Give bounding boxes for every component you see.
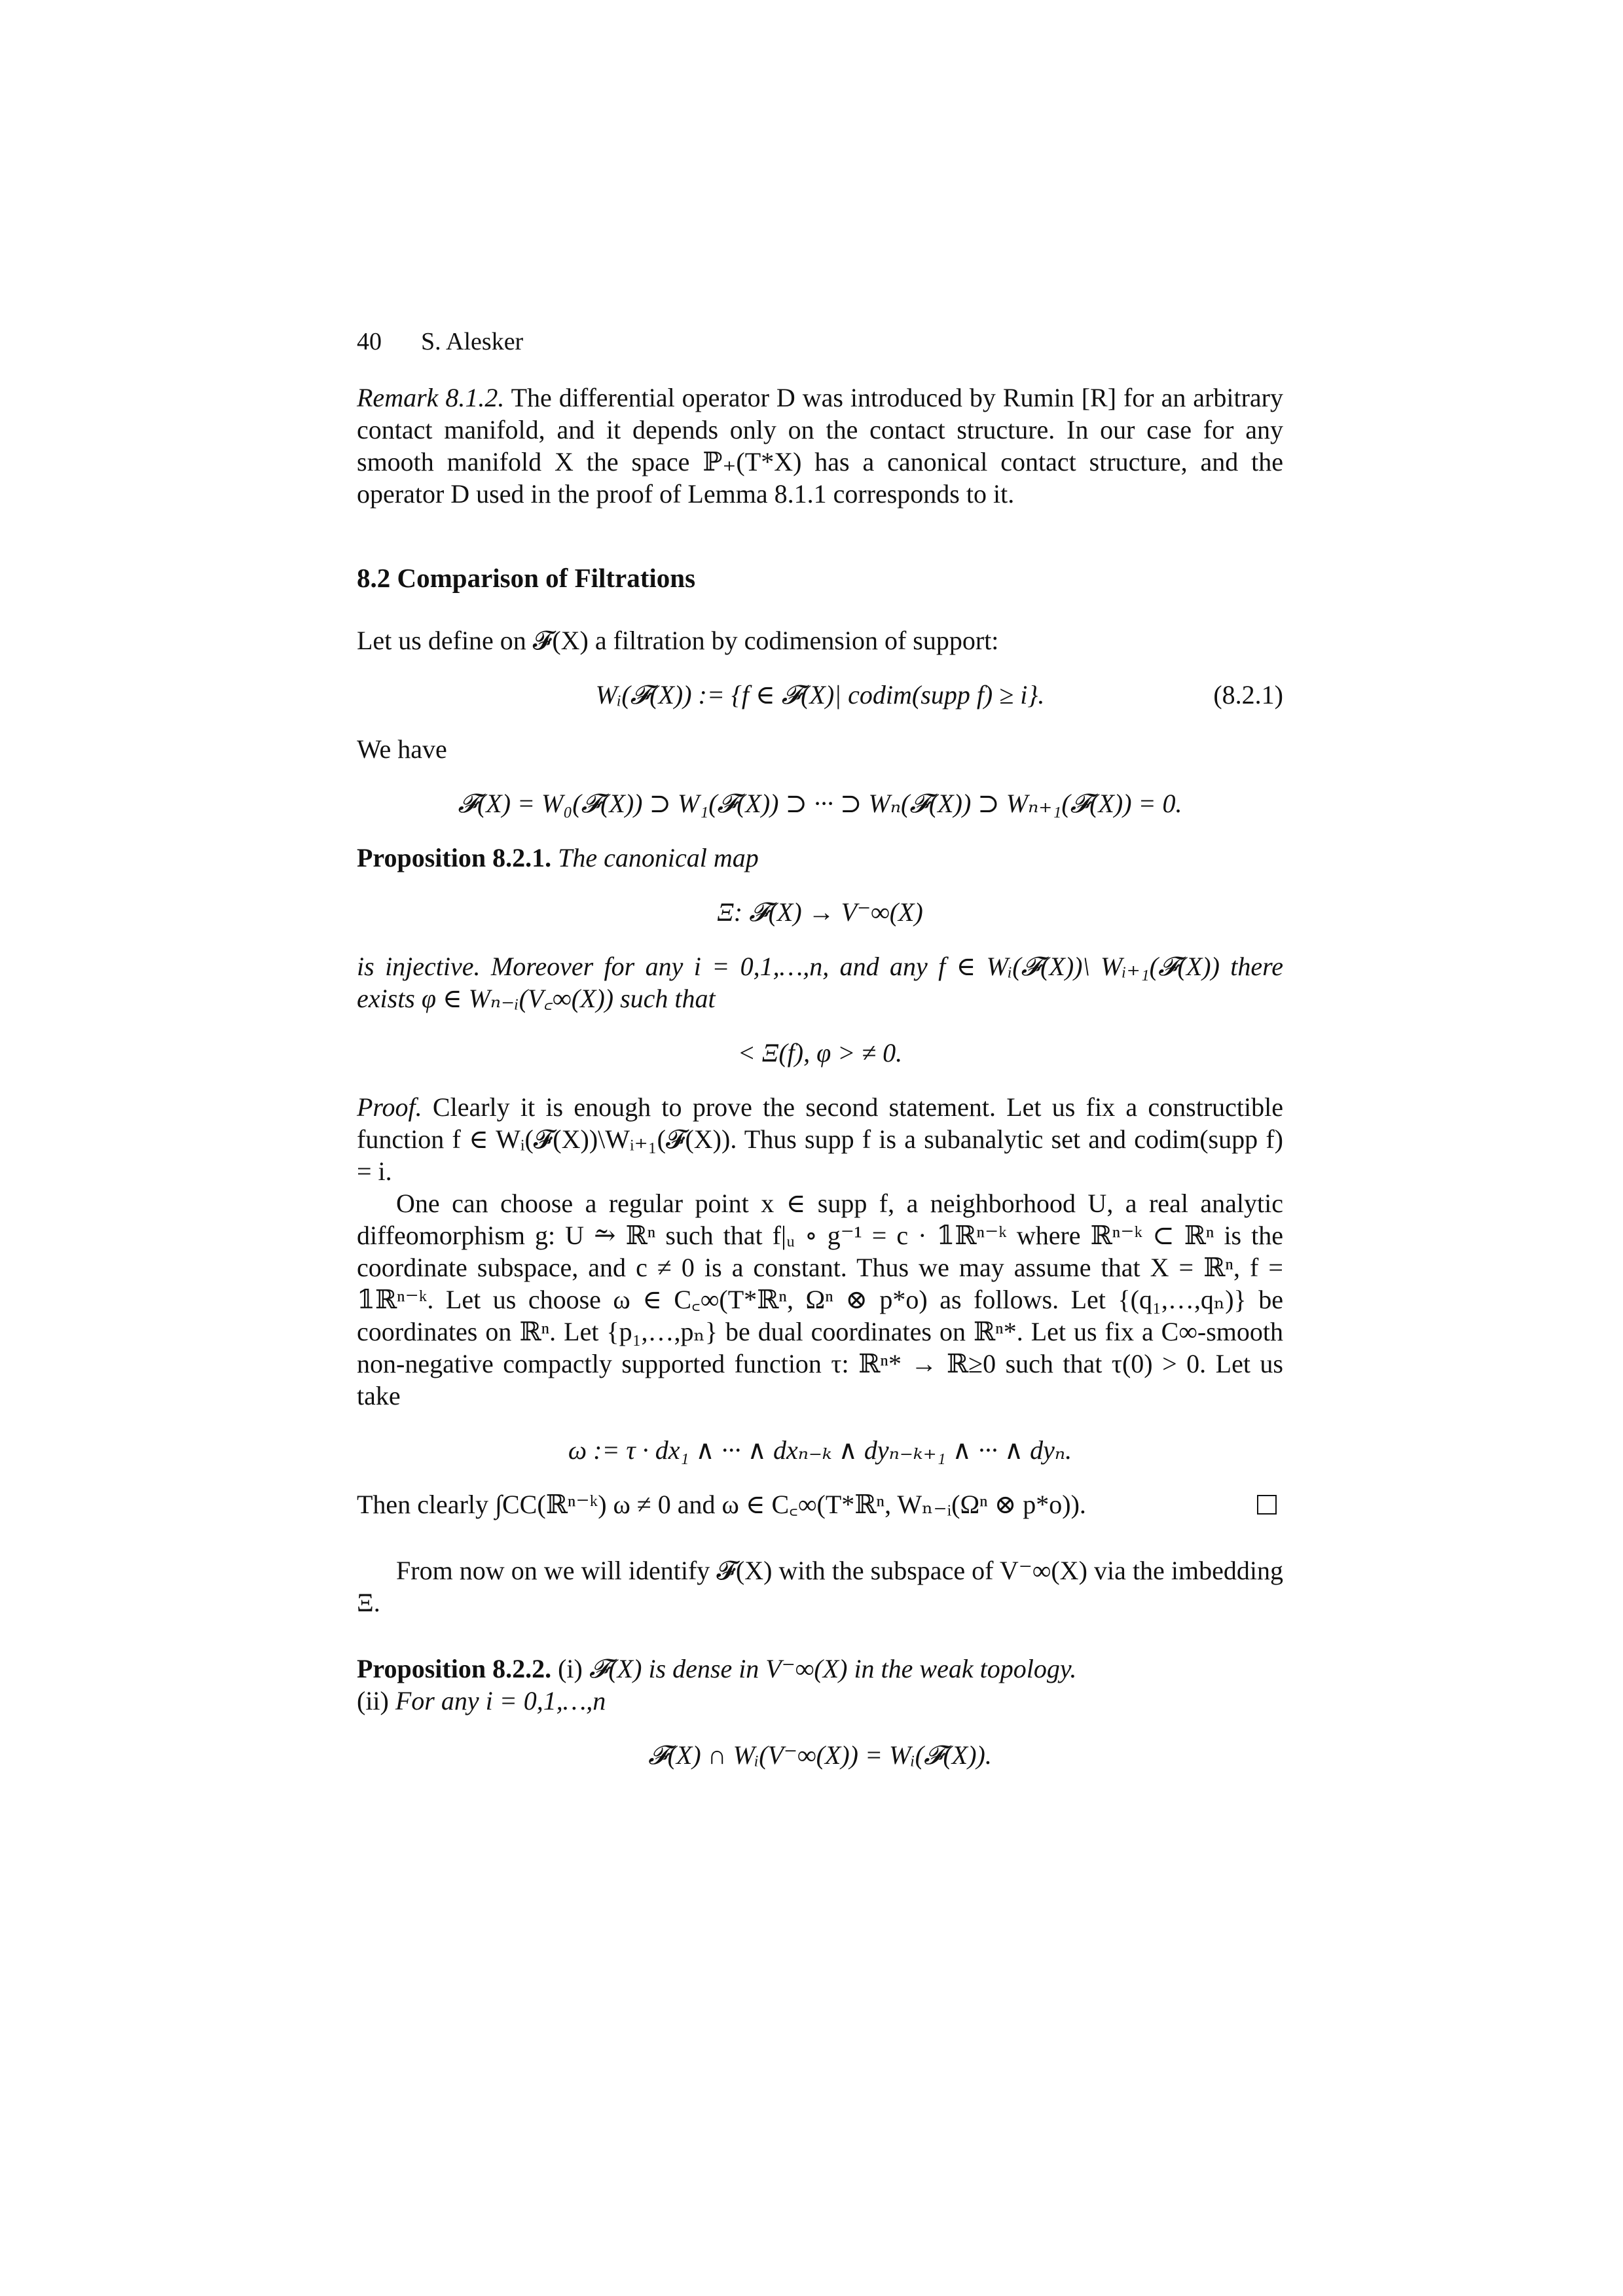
canonical-map-equation: Ξ: 𝓕(X) → V⁻∞(X) xyxy=(717,897,923,927)
intersection-equation: 𝓕(X) ∩ Wᵢ(V⁻∞(X)) = Wᵢ(𝓕(X)). xyxy=(648,1740,992,1770)
proof-paragraph-1 xyxy=(357,1091,1283,1187)
proof-label: Proof. xyxy=(357,1092,422,1122)
proof-text-1: Clearly it is enough to prove the second statement. Let us fix a constructible function f ∈ Wᵢ(𝓕(X))\Wᵢ₊₁(𝓕(X)). Thus supp f is a subanalytic set and codim(supp f) = i. xyxy=(357,1092,1283,1186)
identify-paragraph: From now on we will identify 𝓕(X) with the subspace of V⁻∞(X) via the imbedding Ξ. xyxy=(357,1556,1283,1617)
proof-paragraph-2: One can choose a regular point x ∈ supp f, a neighborhood U, a real analytic diffeomorphism g: U ⥲ ℝⁿ such that f|ᵤ ∘ g⁻¹ = c · 𝟙ℝⁿ⁻ᵏ where ℝⁿ⁻ᵏ ⊂ ℝⁿ is the coordinate subspace, and c ≠ 0 is a constant. Thus we may assume that X = ℝⁿ, f = 𝟙ℝⁿ⁻ᵏ. Let us choose ω ∈ C꜀∞(T*ℝⁿ, Ωⁿ ⊗ p*o) as follows. Let {(q₁,…,qₙ)} be coordinates on ℝⁿ. Let {p₁,…,pₙ} be dual coordinates on ℝⁿ*. Let us fix a C∞-smooth non-negative compactly supported function τ: ℝⁿ* → ℝ≥0 such that τ(0) > 0. Let us take xyxy=(357,1189,1283,1410)
section-title: 8.2 Comparison of Filtrations xyxy=(357,563,696,593)
part-ii-label: (ii) xyxy=(357,1686,389,1715)
section-intro: Let us define on 𝓕(X) a filtration by codimension of support: xyxy=(357,626,999,655)
proposition-8-2-1-text: is injective. Moreover for any i = 0,1,…,n, and any f ∈ Wᵢ(𝓕(X))\ Wᵢ₊₁(𝓕(X)) there exists φ ∈ Wₙ₋ᵢ(V꜀∞(X)) such that xyxy=(357,952,1283,1013)
equation-8-2-1 xyxy=(357,679,1283,711)
pairing-nonzero-equation: < Ξ(f), φ > ≠ 0. xyxy=(737,1038,903,1067)
proposition-8-2-1-intro: The canonical map xyxy=(558,843,759,872)
remark-label: Remark 8.1.2. xyxy=(357,383,505,412)
remark-text: The differential operator D was introduced by Rumin [R] for an arbitrary contact manifold, and it depends only on the contact structure. In our case for any smooth manifold X the space ℙ₊(T*X) has a canonical contact structure, and the operator D used in the proof of Lemma 8.1.1 corresponds to it. xyxy=(357,383,1283,509)
proof-paragraph-3 xyxy=(357,1488,1283,1520)
proposition-8-2-1-label: Proposition 8.2.1. xyxy=(357,843,552,872)
omega-definition-equation: ω := τ · dx₁ ∧ ··· ∧ dxₙ₋ₖ ∧ dyₙ₋ₖ₊₁ ∧ ··· ∧ dyₙ. xyxy=(568,1435,1072,1465)
proposition-8-2-2-label: Proposition 8.2.2. xyxy=(357,1654,552,1683)
running-header xyxy=(357,326,1283,358)
part-ii-text: For any i = 0,1,…,n xyxy=(395,1686,606,1715)
page-number: 40 xyxy=(357,328,382,355)
part-i-text: 𝓕(X) is dense in V⁻∞(X) in the weak topology. xyxy=(589,1654,1077,1683)
proposition-8-2-2-statement xyxy=(357,1653,1283,1717)
remark-paragraph xyxy=(357,382,1283,510)
qed-box-icon xyxy=(1257,1495,1277,1515)
proof-text-3: Then clearly ∫CC(ℝⁿ⁻ᵏ) ω ≠ 0 and ω ∈ C꜀∞(T*ℝⁿ, Wₙ₋ᵢ(Ωⁿ ⊗ p*o)). xyxy=(357,1490,1086,1519)
equation-8-2-1-body: Wᵢ(𝓕(X)) := {f ∈ 𝓕(X)| codim(supp f) ≥ i}. xyxy=(595,680,1045,709)
filtration-chain-equation: 𝓕(X) = W₀(𝓕(X)) ⊃ W₁(𝓕(X)) ⊃ ··· ⊃ Wₙ(𝓕(X)) ⊃ Wₙ₊₁(𝓕(X)) = 0. xyxy=(458,789,1182,818)
running-author: S. Alesker xyxy=(421,328,524,355)
we-have-text: We have xyxy=(357,734,447,764)
equation-number: (8.2.1) xyxy=(1213,680,1283,709)
proposition-8-2-1-statement xyxy=(357,842,1283,874)
part-i-label: (i) xyxy=(558,1654,583,1683)
page-content xyxy=(357,326,1283,1793)
